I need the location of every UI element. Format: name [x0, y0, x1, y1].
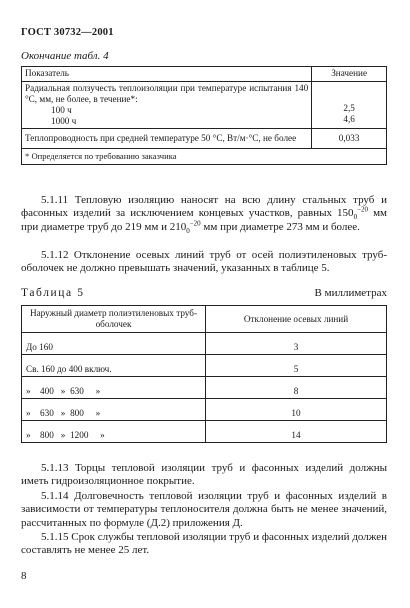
range-from: 400 [40, 386, 54, 396]
paragraph-5-1-13: 5.1.13 Торцы тепловой изоляции труб и фасонных изделий должны иметь гидроизоляционное покрытие. [21, 462, 387, 488]
range-to: 630 [70, 386, 84, 396]
ditto-mark: » [26, 408, 31, 418]
paragraph-5-1-15: 5.1.15 Срок службы тепловой изоляции труб и фасонных изделий должен составлять не менее 25 лет. [21, 531, 387, 557]
table-cell-diameter: До 160 [22, 333, 206, 355]
ditto-mark: » [60, 430, 66, 440]
page-number: 8 [21, 570, 27, 582]
tolerance-upper: −20 [357, 205, 369, 214]
table-row [22, 399, 387, 421]
paragraph-text: мм при диаметре труб до 219 мм и 210 [21, 207, 387, 233]
column-header-diameter: Наружный диаметр полиэтиленовых труб-оболочек [22, 306, 206, 333]
tolerance-lower: 0 [186, 227, 190, 235]
table-row [22, 333, 387, 355]
value-text: 2,5 [343, 103, 355, 113]
table-row [22, 82, 387, 129]
table-cell-diameter [22, 421, 206, 443]
ditto-mark: » [95, 386, 101, 396]
table-cell-deviation: 14 [206, 421, 387, 443]
paragraph-5-1-14: 5.1.14 Долговечность тепловой изоляции труб и фасонных изделий в зависимости от температуры теплоносителя должна быть не менее значений, рассчитанных по формуле (Д.2) приложения Д. [21, 490, 387, 529]
table-header-row [22, 67, 387, 82]
table-cell-diameter: Св. 160 до 400 включ. [22, 355, 206, 377]
table-5 [21, 305, 387, 443]
sub-item: 1000 ч [51, 116, 77, 126]
range-to: 800 [70, 408, 84, 418]
table-4 [21, 66, 387, 165]
ditto-mark: » [60, 408, 66, 418]
table-cell-indicator [22, 82, 312, 129]
tolerance-lower: 0 [353, 213, 358, 222]
paragraph-text: 5.1.11 Тепловую изоляцию наносят на всю длину стальных труб и фасонных изделий за исключением концевых участков, равных 150 [21, 194, 387, 220]
table-row [22, 355, 387, 377]
table-note: * Определяется по требованию заказчика [22, 149, 387, 165]
column-header-value: Значение [312, 67, 387, 82]
paragraph-text: мм при диаметре 273 мм и более. [200, 220, 360, 233]
table-row [22, 377, 387, 399]
table-cell-indicator: Теплопроводность при средней температуре 50 °С, Вт/м·°С, не более [22, 129, 312, 149]
table-cell-value [312, 82, 387, 129]
column-header-deviation: Отклонение осевых линий [206, 306, 387, 333]
table-cell-deviation: 8 [206, 377, 387, 399]
table-row [22, 129, 387, 149]
table-cell-diameter [22, 399, 206, 421]
range-to: 1200 [70, 430, 89, 440]
range-from: 800 [40, 430, 54, 440]
table-header-row [22, 306, 387, 333]
ditto-mark: » [26, 430, 31, 440]
table4-caption: Окончание табл. 4 [21, 50, 109, 62]
table-cell-deviation: 5 [206, 355, 387, 377]
column-header-indicator: Показатель [22, 67, 312, 82]
paragraph-5-1-11 [21, 194, 387, 234]
indicator-text: Радиальная ползучесть теплоизоляции при температуре испытания 140 °С, мм, не более, в течение*: [25, 83, 309, 104]
table5-unit: В миллиметрах [314, 287, 387, 299]
table-cell-value: 0,033 [312, 129, 387, 149]
table5-title: Таблица 5 [21, 287, 85, 299]
range-from: 630 [40, 408, 54, 418]
ditto-mark: » [95, 408, 101, 418]
ditto-mark: » [60, 386, 66, 396]
table-row [22, 421, 387, 443]
value-text: 4,6 [343, 114, 355, 124]
paragraph-5-1-12: 5.1.12 Отклонение осевых линий труб от осей полиэтиленовых труб-оболочек не должно превышать значений, указанных в таблице 5. [21, 249, 387, 275]
table-cell-deviation: 3 [206, 333, 387, 355]
sub-item: 100 ч [51, 105, 72, 115]
ditto-mark: » [100, 430, 105, 440]
tolerance-upper: −20 [189, 219, 201, 228]
ditto-mark: » [26, 386, 31, 396]
table-cell-diameter [22, 377, 206, 399]
document-header: ГОСТ 30732—2001 [21, 27, 114, 38]
table-cell-deviation: 10 [206, 399, 387, 421]
table-note-row [22, 149, 387, 165]
